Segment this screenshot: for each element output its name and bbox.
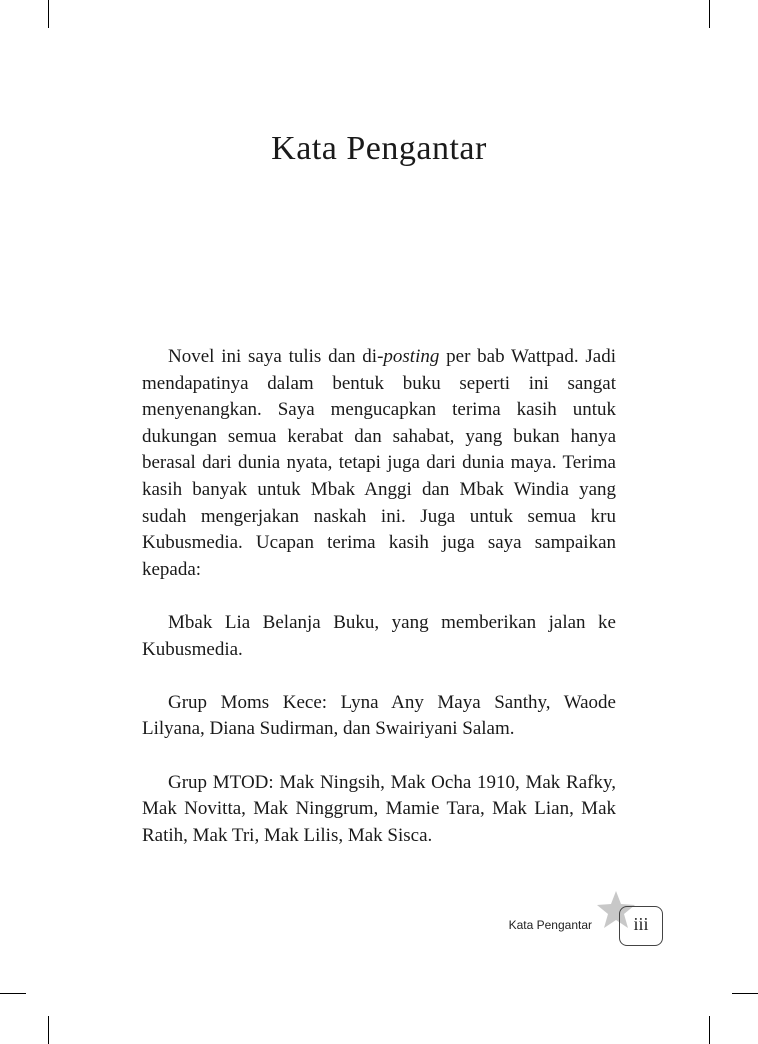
crop-mark-right-horizontal (732, 993, 758, 994)
crop-mark-left-horizontal (0, 993, 26, 994)
text-run: Grup MTOD: Mak Ningsih, Mak Ocha 1910, Mak Rafky, Mak Novitta, Mak Ninggrum, Mamie Tara, Mak Lian, Mak Ratih, Mak Tri, Mak Lilis, Mak Sisca. (142, 771, 616, 846)
crop-mark-bottom-right (709, 1016, 710, 1044)
paragraph (142, 690, 616, 743)
crop-mark-bottom-left (48, 1016, 49, 1044)
running-head: Kata Pengantar (508, 918, 592, 932)
text-run: Grup Moms Kece: Lyna Any Maya Santhy, Waode Lilyana, Diana Sudirman, dan Swairiyani Salam. (142, 691, 616, 740)
page-title: Kata Pengantar (271, 130, 487, 167)
body-text (142, 344, 616, 849)
text-run-italic: posting (383, 346, 440, 367)
text-run: Mbak Lia Belanja Buku, yang memberikan jalan ke Kubusmedia. (142, 611, 616, 660)
paragraph (142, 610, 616, 663)
paragraph (142, 344, 616, 583)
text-run: per bab Wattpad. Jadi mendapatinya dalam bentuk buku seperti ini sangat menyenangkan. Saya mengucapkan terima kasih untuk dukungan semua kerabat dan sahabat, yang bukan hanya berasal dari dunia nyata, tetapi juga dari dunia maya. Terima kasih banyak untuk Mbak Anggi dan Mbak Windia yang sudah mengerjakan naskah ini. Juga untuk semua kru Kubusmedia. Ucapan terima kasih juga saya sampaikan kepada: (142, 346, 616, 580)
crop-mark-top-left (48, 0, 49, 28)
text-run: Novel ini saya tulis dan di- (168, 346, 384, 367)
paragraph (142, 770, 616, 850)
crop-mark-top-right (709, 0, 710, 28)
page-number: iii (633, 914, 649, 934)
